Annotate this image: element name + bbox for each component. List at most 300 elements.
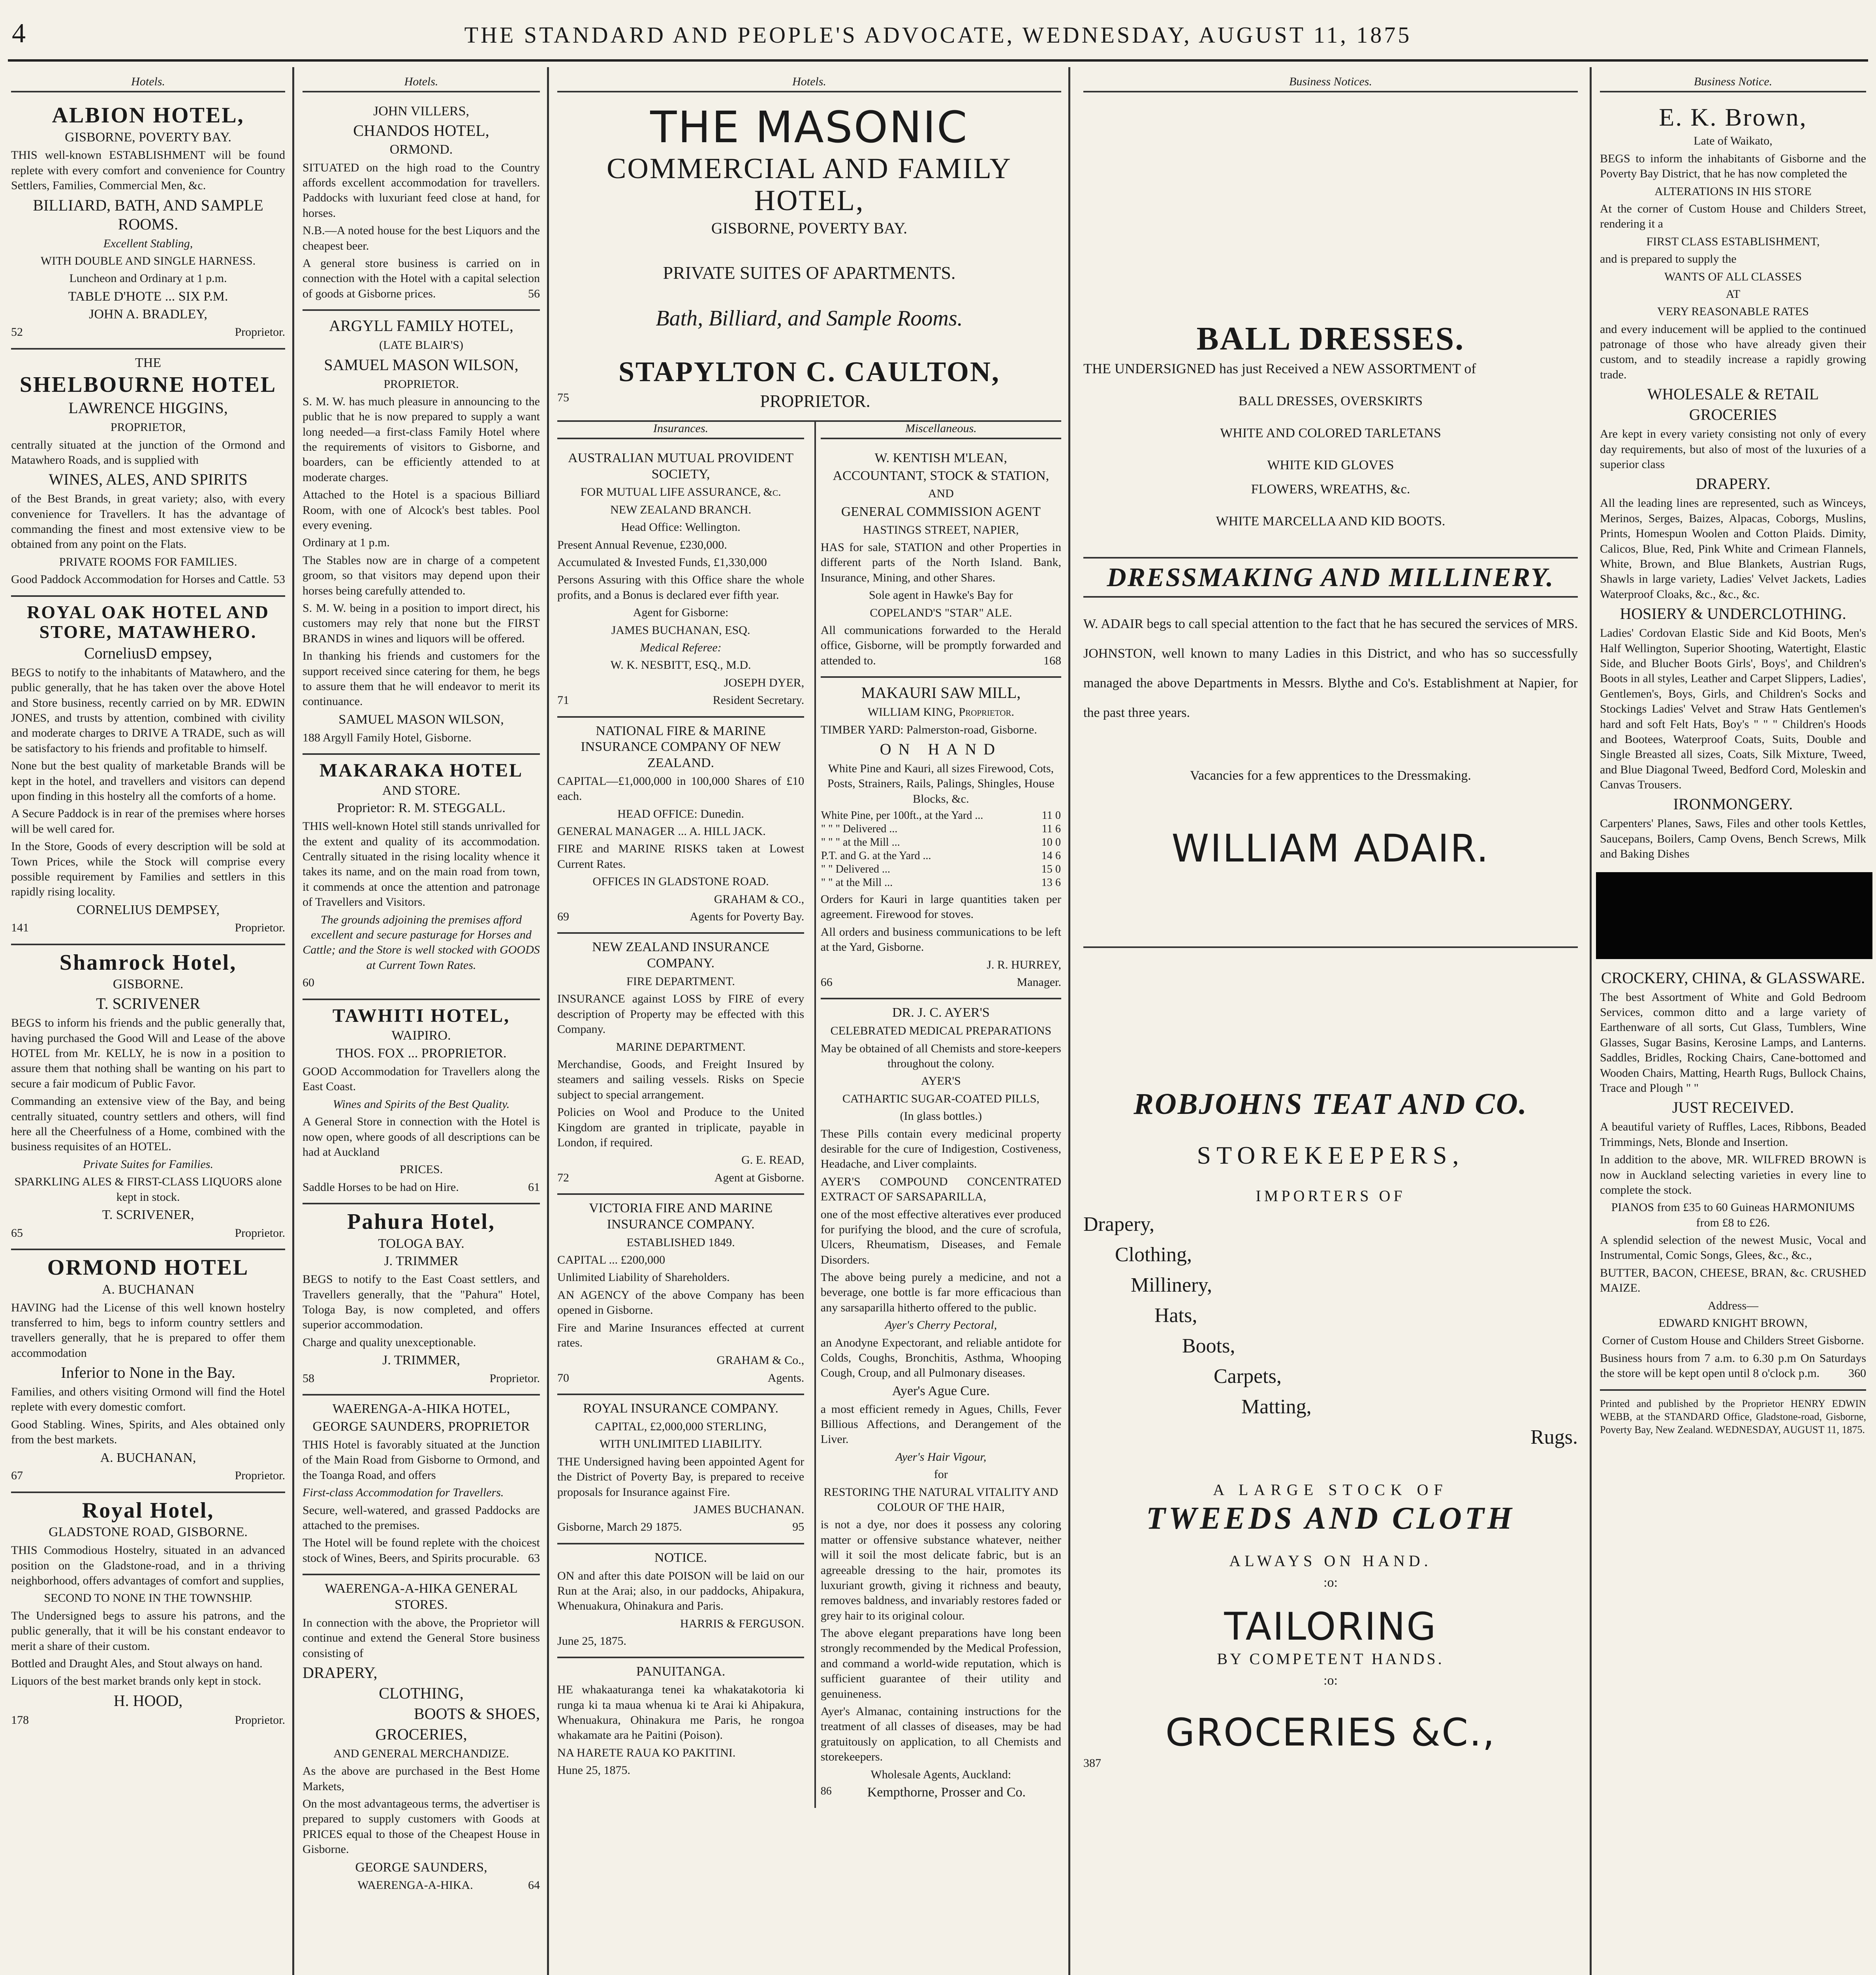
price-cell-s: 13 xyxy=(1041,877,1053,889)
ad-makauri-saw-mill xyxy=(821,678,1061,999)
ad-line: COPELAND'S "STAR" ALE. xyxy=(870,606,1012,619)
ad-title: DR. J. C. AYER'S xyxy=(892,1005,990,1020)
ad-body: an Anodyne Expectorant, and reliable antidote for Colds, Coughs, Bronchitis, Asthma, Whooping Cough, Croup, and all Pulmonary diseases. xyxy=(820,1336,1061,1380)
ad-body: In connection with the above, the Proprietor will continue and extend the General Store business consisting of xyxy=(303,1616,540,1660)
ad-line: Hune 25, 1875. xyxy=(557,1764,630,1777)
ad-body: AN AGENCY of the above Company has been opened in Gisborne. xyxy=(557,1288,805,1317)
ad-line: AT xyxy=(1726,287,1741,301)
column-business-notices xyxy=(1071,75,1590,1975)
ad-title: ROBJOHNS TEAT AND CO. xyxy=(1133,1087,1528,1121)
newspaper-title: THE STANDARD AND PEOPLE'S ADVOCATE, WEDNESDAY, AUGUST 11, 1875 xyxy=(464,22,1412,48)
ad-body: THIS Hotel is favorably situated at the Junction of the Main Road from Gisborne to Ormond, and the Toanga Road, and offers xyxy=(303,1438,540,1482)
ad-title: SHELBOURNE HOTEL xyxy=(19,372,277,397)
ad-body: Commanding an extensive view of the Bay, and being centrally situated, country settlers and others, will find here all the Cheerfulness of a Home, combined with the business requisites of an HOTEL. xyxy=(11,1095,285,1153)
ad-body: THE Undersigned having been appointed Agent for the District of Poverty Bay, is prepared to receive proposals for Insurance against Fire. xyxy=(557,1455,805,1499)
ad-role: 66 Manager. xyxy=(820,976,1061,989)
price-cell-item: " " Delivered ... xyxy=(821,863,890,876)
ad-owner: GEORGE SAUNDERS, PROPRIETOR xyxy=(312,1419,530,1434)
ad-body: HE whakaaturanga tenei ka whakatakotoria ki runga ki ta maua whenua ki te Arai ki Ahipakura, Whenuakura, Ohinakura me Paris, he rongoa whakamate ara he Paitini (Poison). xyxy=(557,1683,805,1742)
ad-line: Luncheon and Ordinary at 1 p.m. xyxy=(69,272,227,285)
ad-subhead: BILLIARD, BATH, AND SAMPLE ROOMS. xyxy=(33,196,263,233)
ad-body: Good Paddock Accommodation for Horses and Cattle. 53 xyxy=(11,573,285,586)
ad-subhead: JUST RECEIVED. xyxy=(1672,1098,1794,1117)
ad-line: Unlimited Liability of Shareholders. xyxy=(557,1271,730,1284)
ad-role: PROPRIETOR, xyxy=(110,421,186,434)
ad-line: Agent for Gisborne: xyxy=(633,606,729,619)
ad-line: MARINE DEPARTMENT. xyxy=(616,1040,746,1053)
price-cell-d: 6 xyxy=(1055,877,1061,889)
ad-waerenga-hotel xyxy=(303,1396,540,1575)
price-cell-s: 10 xyxy=(1041,836,1053,849)
ad-tawhiti-hotel xyxy=(303,1000,540,1205)
ad-line: Vacancies for a few apprentices to the Dressmaking. xyxy=(1190,768,1471,783)
ad-title: VICTORIA FIRE AND MARINE INSURANCE COMPANY. xyxy=(589,1201,773,1232)
ad-body: In the Store, Goods of every description will be sold at Town Prices, while the Stock will comprise every possible requirement by Families and settlers in this rapidly rising locality. xyxy=(11,840,285,899)
ad-line: SECOND TO NONE IN THE TOWNSHIP. xyxy=(44,1591,252,1605)
subcolumns xyxy=(557,422,1061,1975)
ad-body: a most efficient remedy in Agues, Chills, Fever Billious Affections, and Derangement of the Liver. xyxy=(820,1402,1061,1446)
ad-line: Wholesale Agents, Auckland: xyxy=(870,1768,1011,1781)
ad-body: These Pills contain every medicinal property desirable for the cure of Indigestion, Costiveness, Headache, and Liver complaints. xyxy=(820,1127,1061,1171)
ad-signature: SAMUEL MASON WILSON, xyxy=(338,712,504,727)
ad-subhead: GROCERIES xyxy=(1689,406,1777,424)
ad-line: Sole agent in Hawke's Bay for xyxy=(869,589,1013,602)
column-masonic-insurance xyxy=(550,75,1068,1975)
ad-line: Excellent Stabling, xyxy=(103,237,193,250)
import-item: Carpets, xyxy=(1214,1365,1282,1388)
ad-signature: JOSEPH DYER, xyxy=(724,676,805,689)
price-row xyxy=(821,849,1061,863)
ad-role: 67 Proprietor. xyxy=(11,1469,285,1482)
ad-line: CELEBRATED MEDICAL PREPARATIONS xyxy=(830,1024,1052,1038)
import-item: Clothing, xyxy=(1115,1243,1192,1266)
ad-line: SPARKLING ALES & FIRST-CLASS LIQUORS alone kept in stock. xyxy=(14,1175,282,1204)
ad-title: ROYAL INSURANCE COMPANY. xyxy=(583,1401,778,1416)
price-cell-item: " " at the Mill ... xyxy=(821,877,893,889)
ad-line: ALTERATIONS IN HIS STORE xyxy=(1654,184,1812,198)
ad-line: AND GENERAL MERCHANDIZE. xyxy=(333,1747,509,1760)
ad-role: 65 Proprietor. xyxy=(11,1226,285,1240)
ad-role: 52 Proprietor. xyxy=(11,325,285,339)
column-divider xyxy=(547,67,549,1975)
price-table xyxy=(821,809,1061,890)
ad-victoria-insurance xyxy=(557,1195,804,1395)
ad-place: WAERENGA-A-HIKA. 64 xyxy=(357,1879,540,1892)
ad-signature: WILLIAM ADAIR. xyxy=(1171,826,1490,871)
ad-signature: A. BUCHANAN, xyxy=(100,1450,196,1465)
ad-line: Wines and Spirits of the Best Quality. xyxy=(333,1097,510,1111)
ad-body: S. M. W. being in a position to import direct, his customers may rely that none but the FIRST BRANDS in wines and liquors will be offered. xyxy=(303,601,540,645)
ad-role: 70 Agents. xyxy=(557,1371,805,1384)
ad-line: (LATE BLAIR'S) xyxy=(379,339,463,352)
ad-shelbourne-hotel xyxy=(11,350,285,597)
ad-line: HEAD OFFICE: Dunedin. xyxy=(617,807,744,820)
ad-title: ARGYLL FAMILY HOTEL, xyxy=(329,317,513,335)
ad-line: DRAPERY, xyxy=(303,1663,378,1682)
ad-line: WHITE KID GLOVES xyxy=(1267,458,1394,473)
ad-signature: HARRIS & FERGUSON. xyxy=(680,1617,805,1630)
ad-line: Corner of Custom House and Childers Street Gisborne. xyxy=(1602,1334,1864,1347)
ad-body: THIS well-known Hotel still stands unrivalled for the extent and quality of its accommodation. Centrally situated in the rising locality whence it takes its name, and on the main road from town, it commends at once the attention and patronage of Travellers and Visitors. xyxy=(303,820,540,909)
ad-line: CAPITAL, £2,000,000 STERLING, xyxy=(595,1420,767,1433)
ad-body: W. ADAIR begs to call special attention to the fact that he has secured the services of MRS. JOHNSTON, well known to many Ladies in this District, and who has so successfully managed the above Departments in Messrs. Blythe and Co's. Establishment at Napier, for the past three years. xyxy=(1083,617,1578,720)
ad-line: GENERAL MANAGER ... A. HILL JACK. xyxy=(557,825,766,838)
ad-line: Bath, Billiard, and Sample Rooms. xyxy=(656,306,963,331)
price-cell-s: 15 xyxy=(1041,863,1053,876)
ad-line: Ayer's Ague Cure. xyxy=(892,1383,990,1398)
ad-body: None but the best quality of marketable Brands will be kept in the hotel, and travellers and visitors can depend upon finding in this hostelry all the comforts of a home. xyxy=(11,759,285,803)
ad-line: HASTINGS STREET, NAPIER, xyxy=(863,523,1019,536)
ad-line: Medical Referee: xyxy=(640,641,722,654)
ad-signature: GEORGE SAUNDERS, xyxy=(355,1860,487,1875)
ad-title: CHANDOS HOTEL, xyxy=(353,121,489,139)
ad-body: GOOD Accommodation for Travellers along the East Coast. xyxy=(303,1065,540,1093)
ad-line: PRIVATE ROOMS FOR FAMILIES. xyxy=(59,555,237,568)
ad-line: VERY REASONABLE RATES xyxy=(1657,305,1809,318)
ad-place: GISBORNE, POVERTY BAY. xyxy=(65,130,231,145)
ad-line: A LARGE STOCK OF xyxy=(1213,1480,1448,1499)
ad-body: The above elegant preparations have long been strongly recommended by the Medical Profession, and command a world-wide reputation, which is sufficient guarantee of their utility and genuineness. xyxy=(820,1627,1061,1700)
ad-body: Liquors of the best market brands only kept in stock. xyxy=(11,1674,261,1688)
ad-body: Ladies' Cordovan Elastic Side and Kid Boots, Men's Half Wellington, Superior Shooting, Watertight, Elastic Side, and Blucher Boots Girls', Boys', and Children's Boots in all styles, Leather and Carpet Slippers, Ladies', Gentlemen's, Boys, Girls, and Children's Socks and Stockings Ladies' Velvet and Straw Hats Gentlemen's hard and soft Felt Hats, Boy's " " " Children's Hoods and Bootees, Waterproof Coats, Suits, Double and Single Breasted all sizes, Coats, Silk Mixture, Tweed, and Blue Diagonal Tweed, Bedford Cord, Moleskin and Canvas Trousers. xyxy=(1600,626,1866,792)
ad-signature: EDWARD KNIGHT BROWN, xyxy=(1658,1317,1808,1330)
ink-smudge-area xyxy=(1600,864,1866,967)
ad-albion-hotel xyxy=(11,98,285,350)
ad-body: HAS for sale, STATION and other Properties in different parts of the North Island. Bank, Insurance, Mining, and other Shares. xyxy=(820,541,1061,584)
ad-title: Pahura Hotel, xyxy=(347,1209,495,1234)
price-cell-d: 0 xyxy=(1055,836,1061,849)
ad-owner: LAWRENCE HIGGINS, xyxy=(68,399,228,417)
imprint xyxy=(1600,1391,1866,1445)
ad-body: The Stables now are in charge of a competent groom, so that visitors may depend upon their horses being carefully attended to. xyxy=(303,553,540,597)
ad-place: GISBORNE. xyxy=(113,977,184,992)
ad-role: PROPRIETOR. xyxy=(383,377,459,391)
ad-line: FLOWERS, WREATHS, &c. xyxy=(1251,482,1410,497)
ad-title: NEW ZEALAND INSURANCE COMPANY. xyxy=(592,940,770,971)
price-cell-item: " " " at the Mill ... xyxy=(821,836,900,849)
ad-owner: Proprietor: R. M. STEGGALL. xyxy=(337,801,506,816)
ad-signature: GRAHAM & Co., xyxy=(716,1354,805,1367)
ad-kentish-mclean xyxy=(821,445,1061,678)
subcolumn-header: Insurances. xyxy=(557,422,804,439)
column-divider xyxy=(1068,67,1070,1975)
import-item: Boots, xyxy=(1182,1334,1235,1357)
import-item: Millinery, xyxy=(1131,1273,1212,1296)
ad-line: BY COMPETENT HANDS. xyxy=(1217,1650,1444,1668)
ad-line: Accumulated & Invested Funds, £1,330,000 xyxy=(557,555,767,569)
ad-body: A General Store in connection with the Hotel is now open, where goods of all descriptions can be had at Auckland xyxy=(303,1115,540,1159)
ad-signature: T. SCRIVENER, xyxy=(102,1207,194,1222)
ad-line: CAPITAL ... £200,000 xyxy=(557,1253,665,1267)
ad-line: FIRE DEPARTMENT. xyxy=(626,975,735,988)
ad-line: NEW ZEALAND BRANCH. xyxy=(610,503,752,516)
ad-line: BOOTS & SHOES, xyxy=(414,1704,540,1723)
ad-title: E. K. Brown, xyxy=(1659,103,1807,131)
ad-body: Saddle Horses to be had on Hire. 61 xyxy=(303,1180,540,1194)
ad-place: WAIPIRO. xyxy=(391,1028,451,1043)
separator: :o: xyxy=(1323,1673,1338,1688)
ad-body: May be obtained of all Chemists and store-keepers throughout the colony. xyxy=(820,1042,1061,1070)
ad-body: In addition to the above, MR. WILFRED BROWN is now in Auckland selecting varieties in every line to complete the stock. xyxy=(1600,1153,1866,1196)
price-cell-s: 11 xyxy=(1041,823,1053,835)
subcolumn-header: Miscellaneous. xyxy=(821,422,1061,439)
ad-line: Gisborne, March 29 1875. 95 xyxy=(557,1520,805,1534)
ad-body: Good Stabling. Wines, Spirits, and Ales obtained only from the best markets. xyxy=(11,1418,285,1446)
ad-body: Bottled and Draught Ales, and Stout always on hand. xyxy=(11,1657,263,1670)
ad-nz-insurance xyxy=(557,934,804,1195)
price-row xyxy=(821,836,1061,849)
ad-line: ESTABLISHED 1849. xyxy=(626,1236,735,1249)
price-cell-d: 6 xyxy=(1055,823,1061,835)
ad-body: and is prepared to supply the xyxy=(1600,252,1737,266)
ad-place: ORMOND. xyxy=(389,142,453,157)
ad-title: AUSTRALIAN MUTUAL PROVIDENT SOCIETY, xyxy=(568,450,794,482)
ad-body: Families, and others visiting Ormond will find the Hotel replete with every domestic comfort. xyxy=(11,1385,285,1414)
ad-body: THE UNDERSIGNED has just Received a NEW ASSORTMENT of xyxy=(1083,361,1476,377)
ad-owner: T. SCRIVENER xyxy=(96,995,200,1013)
ad-notice xyxy=(557,1544,804,1659)
ad-place: TOLOGA BAY. xyxy=(378,1236,464,1251)
ad-title: MAKARAKA HOTEL xyxy=(319,760,523,781)
ad-place: GLADSTONE ROAD, GISBORNE. xyxy=(49,1525,248,1540)
ad-line: Ayer's Hair Vigour, xyxy=(895,1450,987,1463)
ad-line: OFFICES IN GLADSTONE ROAD. xyxy=(592,875,769,888)
ad-body: Secure, well-watered, and grassed Paddocks are attached to the premises. xyxy=(303,1503,540,1532)
ad-signature: JAMES BUCHANAN. xyxy=(694,1503,805,1516)
ad-role: 178 Proprietor. xyxy=(11,1713,285,1727)
ad-owner: JOHN VILLERS, xyxy=(373,104,470,118)
ad-signature: J. TRIMMER, xyxy=(382,1353,460,1368)
price-row xyxy=(821,876,1061,890)
price-cell-s: 14 xyxy=(1041,850,1053,862)
ad-line: PRICES. xyxy=(399,1163,443,1176)
ad-signature: NA HARETE RAUA KO PAKITINI. xyxy=(557,1746,736,1759)
ad-owner: STAPYLTON C. CAULTON, xyxy=(618,356,1000,388)
column-divider xyxy=(1590,67,1592,1975)
ad-number: 60 xyxy=(303,976,314,989)
subcolumn-insurances xyxy=(557,422,804,1786)
ad-body: Ordinary at 1 p.m. xyxy=(303,536,390,549)
ad-role: 141 Proprietor. xyxy=(11,921,285,935)
ad-line: Present Annual Revenue, £230,000. xyxy=(557,538,727,551)
ad-line: JAMES BUCHANAN, ESQ. xyxy=(611,623,750,637)
ad-body: The above being purely a medicine, and not a beverage, one bottle is far more efficacious than any sarsaparilla hitherto offered to the public. xyxy=(820,1271,1061,1314)
ad-line: ALWAYS ON HAND. xyxy=(1229,1552,1432,1570)
ad-body: The Undersigned begs to assure his patrons, and the public generally, that it will be his constant endeavor to merit a share of their custom. xyxy=(11,1609,285,1653)
ad-subhead: CROCKERY, CHINA, & GLASSWARE. xyxy=(1601,969,1865,987)
ad-owner: THOS. FOX ... PROPRIETOR. xyxy=(336,1046,507,1061)
ad-ormond-hotel xyxy=(11,1250,285,1493)
ink-smudge xyxy=(1596,872,1872,959)
ad-robjohns-teat xyxy=(1083,948,1578,1779)
ad-role: 69 Agents for Poverty Bay. xyxy=(557,910,805,924)
price-cell-item: White Pine, per 100ft., at the Yard ... xyxy=(821,809,983,822)
ad-line: RESTORING THE NATURAL VITALITY AND COLOUR OF THE HAIR, xyxy=(823,1485,1058,1514)
ad-subhead: DRAPERY. xyxy=(1696,475,1771,493)
import-list xyxy=(1083,1213,1578,1449)
ad-signature: JOHN A. BRADLEY, xyxy=(89,307,207,322)
ad-owner: A. BUCHANAN xyxy=(102,1282,195,1297)
column-hotels-2 xyxy=(295,75,547,1975)
ad-role: 75 PROPRIETOR. xyxy=(557,391,870,411)
ad-body: All the leading lines are represented, such as Winceys, Merinos, Serges, Baizes, Alpacas, Coborgs, Muslins, Prints, Homespun Woolen and Cotton Plaids. Dimity, Calicos, Blue, Red, Pink White and Crimean Flannels, White, Brown, and Blue Blankets, Austrian Rugs, Shawls in large variety, Ladies' Velvet Jackets, Ladies Waterproof Cloaks, &c., &c., &c. xyxy=(1600,497,1866,601)
import-item: Rugs. xyxy=(1530,1426,1578,1448)
ad-body: BEGS to notify to the inhabitants of Matawhero, and the public generally, that he has taken over the above Hotel and Store business, recently carried on by MR. EDWIN JONES, and trusts by attention, combined with civility and moderate charges to DRIVE A TRADE, such as will be satisfactory to his friends and profitable to himself. xyxy=(11,666,285,755)
ad-royal-insurance xyxy=(557,1395,804,1544)
ad-line: TABLE D'HOTE ... SIX P.M. xyxy=(68,289,228,304)
ad-line: WANTS OF ALL CLASSES xyxy=(1664,270,1802,283)
column-divider xyxy=(292,67,294,1975)
price-cell-item: P.T. and G. at the Yard ... xyxy=(821,850,931,862)
ad-line: Ayer's Cherry Pectoral, xyxy=(885,1319,997,1332)
ad-body: Ayer's Almanac, containing instructions for the treatment of all classes of diseases, may be had gratuitously on application, to all Chemists and storekeepers. xyxy=(820,1705,1061,1764)
price-row xyxy=(821,809,1061,822)
ad-body: BEGS to inform his friends and the public generally that, having purchased the Good Will and Lease of the above HOTEL from Mr. KELLY, he is now in a position to assure them that nothing shall be wanting on his part to secure a fair modicum of Public Favor. xyxy=(11,1016,285,1090)
ad-body: THIS well-known ESTABLISHMENT will be found replete with every comfort and convenience for Country Settlers, Families, Commercial Men, &c. xyxy=(11,149,285,192)
ad-signature: GRAHAM & CO., xyxy=(714,892,805,906)
ad-line: CATHARTIC SUGAR-COATED PILLS, xyxy=(842,1092,1040,1105)
ad-line: W. K. NESBITT, ESQ., M.D. xyxy=(610,658,751,672)
ad-body: Business hours from 7 a.m. to 6.30 p.m On Saturdays the store will be kept open until 8 o'clock p.m. 360 xyxy=(1600,1351,1866,1380)
ad-role: 72 Agent at Gisborne. xyxy=(557,1171,805,1184)
ad-body: Persons Assuring with this Office share the whole profits, and a Bonus is declared ever fifth year. xyxy=(557,573,805,602)
ad-line: June 25, 1875. xyxy=(557,1635,626,1648)
ad-body: Attached to the Hotel is a spacious Billiard Room, with one of Alcock's best tables. Pool every evening. xyxy=(303,488,540,532)
ad-line: ACCOUNTANT, STOCK & STATION, xyxy=(833,468,1049,483)
ad-signature: G. E. READ, xyxy=(741,1153,805,1167)
ad-title: ALBION HOTEL, xyxy=(52,103,244,128)
ad-owner: SAMUEL MASON WILSON, xyxy=(324,356,519,374)
ad-title: NATIONAL FIRE & MARINE INSURANCE COMPANY OF NEW ZEALAND. xyxy=(581,723,781,771)
ad-body: INSURANCE against LOSS by FIRE of every description of Property may be effected with this Company. xyxy=(557,992,805,1036)
ad-line: IMPORTERS OF xyxy=(1256,1187,1406,1205)
masthead-rule xyxy=(8,59,1868,62)
ad-line: WHITE MARCELLA AND KID BOOTS. xyxy=(1216,514,1446,529)
ad-title: W. KENTISH M'LEAN, xyxy=(874,450,1008,465)
ad-pahura-hotel xyxy=(303,1204,540,1396)
ad-body: one of the most effective alteratives ever produced for purifying the blood, and the cure of scrofula, Ulcers, Rheumatism, Diseases, and Female Disorders. xyxy=(820,1208,1061,1266)
ad-body: Carpenters' Planes, Saws, Files and other tools Kettles, Saucepans, Boilers, Camp Ovens, Bench Screws, Milk and Baking Dishes xyxy=(1600,817,1866,861)
ad-body: Policies on Wool and Produce to the United Kingdom are granted in triplicate, payable in London, if required. xyxy=(557,1106,805,1149)
column-header: Hotels. xyxy=(11,75,285,92)
ad-title: Shamrock Hotel, xyxy=(59,950,237,975)
ad-ball-dresses xyxy=(1083,98,1578,948)
ad-line: WITH UNLIMITED LIABILITY. xyxy=(599,1437,762,1451)
ad-title: NOTICE. xyxy=(654,1550,707,1565)
ad-masonic-hotel xyxy=(557,98,1061,422)
column-header: Hotels. xyxy=(303,75,540,92)
ad-body: BEGS to notify to the East Coast settlers, and Travellers generally, that the "Pahura" Hotel, Tologa Bay, is now completed, and offers superior accommodation. xyxy=(303,1273,540,1332)
ad-line: CLOTHING, xyxy=(379,1684,464,1702)
page-number: 4 xyxy=(12,18,26,49)
ad-body: A beautiful variety of Ruffles, Laces, Ribbons, Beaded Trimmings, Nets, Blonde and Insertion. xyxy=(1600,1120,1866,1149)
ad-subhead: HOSIERY & UNDERCLOTHING. xyxy=(1620,605,1846,623)
ad-body: S. M. W. has much pleasure in announcing to the public that he is now prepared to supply a want long needed—a first-class Family Hotel where the requirements of visitors to Gisborne, and boarders, can be efficiently attended to at moderate charges. xyxy=(303,395,540,484)
ad-title: COMMERCIAL AND FAMILY HOTEL, xyxy=(607,152,1012,217)
subcolumn-miscellaneous xyxy=(814,422,1061,1808)
ad-line: BALL DRESSES, OVERSKIRTS xyxy=(1238,394,1423,409)
ad-body: of the Best Brands, in great variety; also, with every convenience for Travellers. It has the advantage of commanding the finest and most extensive view to be obtained from any point on the Flats. xyxy=(11,492,285,551)
ad-body: Merchandise, Goods, and Freight Insured by steamers and sailing vessels. Risks on Specie subject to special arrangement. xyxy=(557,1057,805,1101)
ad-signature: H. HOOD, xyxy=(113,1691,183,1710)
ad-argyll-hotel xyxy=(303,311,540,755)
separator: :o: xyxy=(1323,1575,1338,1590)
ad-title: MAKAURI SAW MILL, xyxy=(861,684,1021,702)
ad-role: 71 Resident Secretary. xyxy=(557,694,805,707)
ad-owner: WILLIAM KING, Proprietor. xyxy=(867,705,1014,719)
ad-line: (In glass bottles.) xyxy=(900,1110,982,1123)
price-cell-s: 11 xyxy=(1041,809,1053,822)
ad-title: BALL DRESSES. xyxy=(1196,320,1465,357)
ad-body: In thanking his friends and customers for the support received since catering for them, he begs to assure them that he will endeavor to merit its continuance. xyxy=(303,649,540,708)
ad-line: FOR MUTUAL LIFE ASSURANCE, &c. xyxy=(580,485,781,499)
ad-chandos-hotel xyxy=(303,98,540,311)
ad-waerenga-stores xyxy=(303,1575,540,1901)
price-row xyxy=(821,822,1061,836)
ad-body: THIS Commodious Hostelry, situated in an advanced position on the Gladstone-road, and in a thriving neighborhood, offers advantages of comfort and supplies, xyxy=(11,1544,285,1587)
ad-title: WAERENGA-A-HIKA GENERAL STORES. xyxy=(325,1581,518,1612)
ad-subhead: TWEEDS AND CLOTH xyxy=(1146,1501,1515,1536)
ad-owner: CorneliusD empsey, xyxy=(84,644,212,662)
ad-line: AYER'S COMPOUND CONCENTRATED EXTRACT OF SARSAPARILLA, xyxy=(820,1175,1061,1204)
ad-line: AYER'S xyxy=(921,1074,961,1088)
ad-line: First-class Accommodation for Travellers. xyxy=(303,1486,504,1499)
ad-line: PIANOS from £35 to 60 Guineas HARMONIUMS from £8 to £26. xyxy=(1611,1201,1855,1229)
ad-line: THE xyxy=(135,355,162,370)
ad-body: Orders for Kauri in large quantities taken per agreement. Firewood for stoves. xyxy=(820,893,1061,921)
column-business-notice xyxy=(1593,75,1873,1975)
ad-owner: J. TRIMMER xyxy=(384,1254,459,1269)
ad-body: CAPITAL—£1,000,000 in 100,000 Shares of £10 each. xyxy=(557,774,805,803)
ad-subhead: ON HAND xyxy=(880,740,1002,758)
ad-body: All communications forwarded to the Herald office, Gisborne, will be promptly forwarded and attended to. 168 xyxy=(820,623,1061,667)
ad-place: GISBORNE, POVERTY BAY. xyxy=(711,219,908,237)
ad-title: WAERENGA-A-HIKA HOTEL, xyxy=(332,1401,510,1416)
ad-body: is not a dye, nor does it possess any coloring matter or offensive substance whatever, neither will it soil the most delicate fabric, but is an agreeable dressing to the hair, promotes its luxuriant growth, giving it richness and beauty, removes baldness, and invariably restores faded or grey hair to its original colour. xyxy=(820,1518,1061,1622)
column-header: Business Notice. xyxy=(1600,75,1866,92)
ad-shamrock-hotel xyxy=(11,945,285,1250)
column-header: Business Notices. xyxy=(1083,75,1578,92)
ad-amp-society xyxy=(557,445,804,718)
price-cell-item: " " " Delivered ... xyxy=(821,823,898,835)
ad-signature: 86 Kempthorne, Prosser and Co. xyxy=(820,1785,1026,1800)
ad-line: WITH DOUBLE AND SINGLE HARNESS. xyxy=(40,254,256,267)
ad-subhead: TAILORING xyxy=(1224,1604,1437,1649)
ad-ayers-preparations xyxy=(821,999,1061,1808)
ad-signature: CORNELIUS DEMPSEY, xyxy=(76,902,220,917)
ad-subhead: GROCERIES &C., xyxy=(1165,1710,1496,1755)
price-row xyxy=(821,863,1061,876)
ad-line: PRIVATE SUITES OF APARTMENTS. xyxy=(663,262,956,283)
column-header: Hotels. xyxy=(557,75,1061,92)
ad-line: Head Office: Wellington. xyxy=(621,521,741,534)
ad-panuitanga xyxy=(557,1658,804,1786)
ad-body: Charge and quality unexceptionable. xyxy=(303,1335,476,1349)
ad-body: On the most advantageous terms, the advertiser is prepared to supply customers with Goods at PRICES equal to those of the Cheapest House in Gisborne. xyxy=(303,1797,540,1856)
ad-body: A splendid selection of the newest Music, Vocal and Instrumental, Comic Songs, Glees, &c., &c., xyxy=(1600,1234,1866,1262)
import-item: Matting, xyxy=(1241,1395,1312,1418)
ad-title: PANUITANGA. xyxy=(636,1664,726,1679)
ad-body: A general store business is carried on in connection with the Hotel with a capital selection of goods at Gisborne prices. 56 xyxy=(303,256,540,300)
ad-line: WHITE AND COLORED TARLETANS xyxy=(1220,426,1441,441)
ad-body: White Pine and Kauri, all sizes Firewood, Cots, Posts, Strainers, Rails, Palings, Shingles, House Blocks, &c. xyxy=(827,762,1055,805)
price-cell-d: 0 xyxy=(1055,863,1061,876)
ad-line: GENERAL COMMISSION AGENT xyxy=(841,504,1041,519)
ad-line: GROCERIES, xyxy=(375,1725,467,1743)
ad-line: Late of Waikato, xyxy=(1694,134,1773,148)
ad-subhead: STOREKEEPERS, xyxy=(1197,1141,1464,1170)
ad-subhead: WINES, ALES, AND SPIRITS xyxy=(49,470,248,489)
